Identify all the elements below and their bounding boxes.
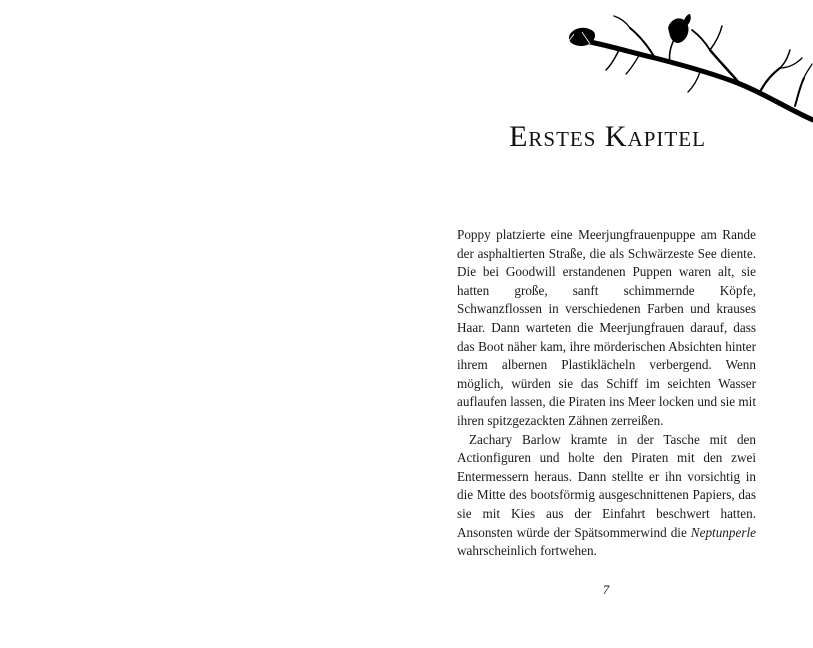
page-number: 7 [602,582,610,597]
paragraph-2-text-after: wahrscheinlich fortwehen. [457,543,597,559]
chapter-title: Erstes Kapitel [509,120,706,153]
tree-branch-with-leaves-icon [560,12,813,132]
chapter-body [457,226,756,561]
paragraph-2 [457,431,756,561]
paragraph-2-text-before: Zachary Barlow kramte in der Tasche mit den Actionfiguren und holte den Piraten mit den zwei Entermessern heraus. Dann stellte er ihn vorsichtig in die Mitte des bootsförmig ausgeschnittenen Papiers, das sie mit Kies aus der Einfahrt beschwert hatten. Ansonsten würde der Spätsommerwind die [457,431,756,540]
paragraph-1: Poppy platzierte eine Meerjungfrauenpuppe am Rande der asphaltierten Straße, die als Schwärzeste See diente. Die bei Goodwill erstandenen Puppen waren alt, sie hatten große, sanft schimmernde Köpfe, Schwanzflossen in verschiedenen Farben und krauses Haar. Dann warteten die Meerjungfrauen darauf, dass das Boot näher kam, ihre mörderischen Absichten hinter ihrem albernen Plastiklächeln verbergend. Wenn möglich, würden sie das Schiff im seichten Wasser auflaufen lassen, die Piraten ins Meer locken und sie mit ihren spitzgezackten Zähnen zerreißen. [457,227,756,428]
ship-name: Neptunperle [690,524,756,540]
